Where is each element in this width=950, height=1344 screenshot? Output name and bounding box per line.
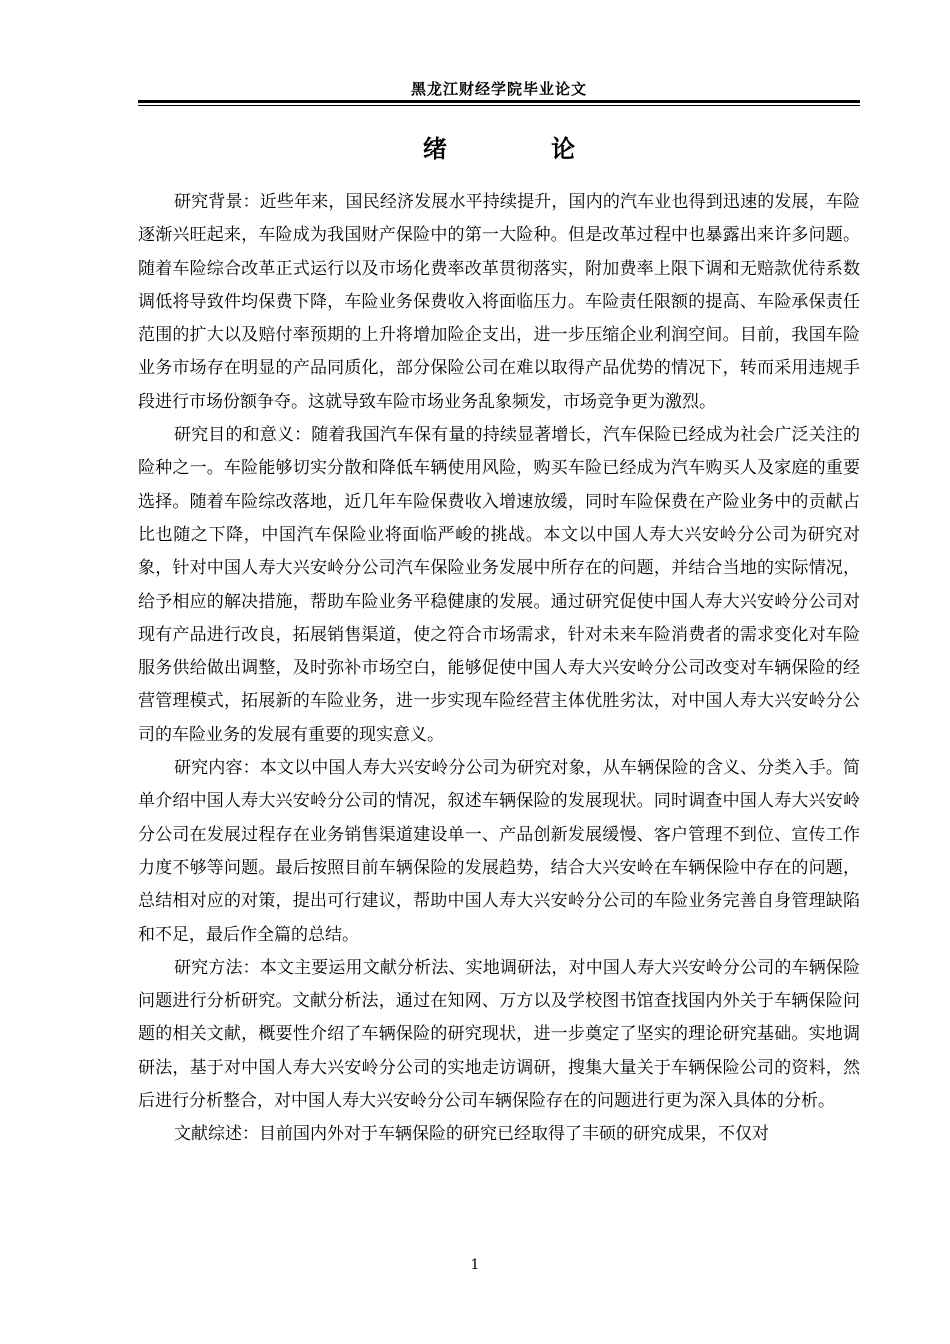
section-title [138,133,860,165]
running-header: 黑龙江财经学院毕业论文 [410,80,587,98]
header-rule-thin [138,105,860,106]
header-rule-thick [138,100,860,103]
body-text [138,186,860,1152]
paragraph-background: 研究背景：近些年来，国民经济发展水平持续提升，国内的汽车业也得到迅速的发展，车险逐渐兴旺起来，车险成为我国财产保险中的第一大险种。但是改革过程中也暴露出来许多问题。随着车险综合改革正式运行以及市场化费率改革贯彻落实，附加费率上限下调和无赔款优待系数调低将导致件均保费下降，车险业务保费收入将面临压力。车险责任限额的提高、车险承保责任范围的扩大以及赔付率预期的上升将增加险企支出，进一步压缩企业利润空间。目前，我国车险业务市场存在明显的产品同质化，部分保险公司在难以取得产品优势的情况下，转而采用违规手段进行市场份额争夺。这就导致车险市场业务乱象频发，市场竞争更为激烈。 [138,192,860,412]
paragraph-purpose: 研究目的和意义：随着我国汽车保有量的持续显著增长，汽车保险已经成为社会广泛关注的险种之一。车险能够切实分散和降低车辆使用风险，购买车险已经成为汽车购买人及家庭的重要选择。随着车险综改落地，近几年车险保费收入增速放缓，同时车险保费在产险业务中的贡献占比也随之下降，中国汽车保险业将面临严峻的挑战。本文以中国人寿大兴安岭分公司为研究对象，针对中国人寿大兴安岭分公司汽车保险业务发展中所存在的问题，并结合当地的实际情况，给予相应的解决措施，帮助车险业务平稳健康的发展。通过研究促使中国人寿大兴安岭分公司对现有产品进行改良，拓展销售渠道，使之符合市场需求，针对未来车险消费者的需求变化对车险服务供给做出调整，及时弥补市场空白，能够促使中国人寿大兴安岭分公司改变对车辆保险的经营管理模式，拓展新的车险业务，进一步实现车险经营主体优胜劣汰，对中国人寿大兴安岭分公司的车险业务的发展有重要的现实意义。 [138,425,860,745]
paragraph-methods: 研究方法：本文主要运用文献分析法、实地调研法，对中国人寿大兴安岭分公司的车辆保险问题进行分析研究。文献分析法，通过在知网、万方以及学校图书馆查找国内外关于车辆保险问题的相关文献，概要性介绍了车辆保险的研究现状，进一步奠定了坚实的理论研究基础。实地调研法，基于对中国人寿大兴安岭分公司的实地走访调研，搜集大量关于车辆保险公司的资料，然后进行分析整合，对中国人寿大兴安岭分公司车辆保险存在的问题进行更为深入具体的分析。 [138,957,860,1112]
page-number: 1 [470,1257,480,1273]
paragraph-literature: 文献综述：目前国内外对于车辆保险的研究已经取得了丰硕的研究成果，不仅对 [174,1124,769,1145]
paragraph-content: 研究内容：本文以中国人寿大兴安岭分公司为研究对象，从车辆保险的含义、分类入手。简单介绍中国人寿大兴安岭分公司的情况，叙述车辆保险的发展现状。同时调查中国人寿大兴安岭分公司在发展过程存在业务销售渠道建设单一、产品创新发展缓慢、客户管理不到位、宣传工作力度不够等问题。最后按照目前车辆保险的发展趋势，结合大兴安岭在车辆保险中存在的问题，总结相对应的对策，提出可行建议，帮助中国人寿大兴安岭分公司的车险业务完善自身管理缺陷和不足，最后作全篇的总结。 [138,758,860,945]
section-title-text: 绪 论 [422,134,624,163]
